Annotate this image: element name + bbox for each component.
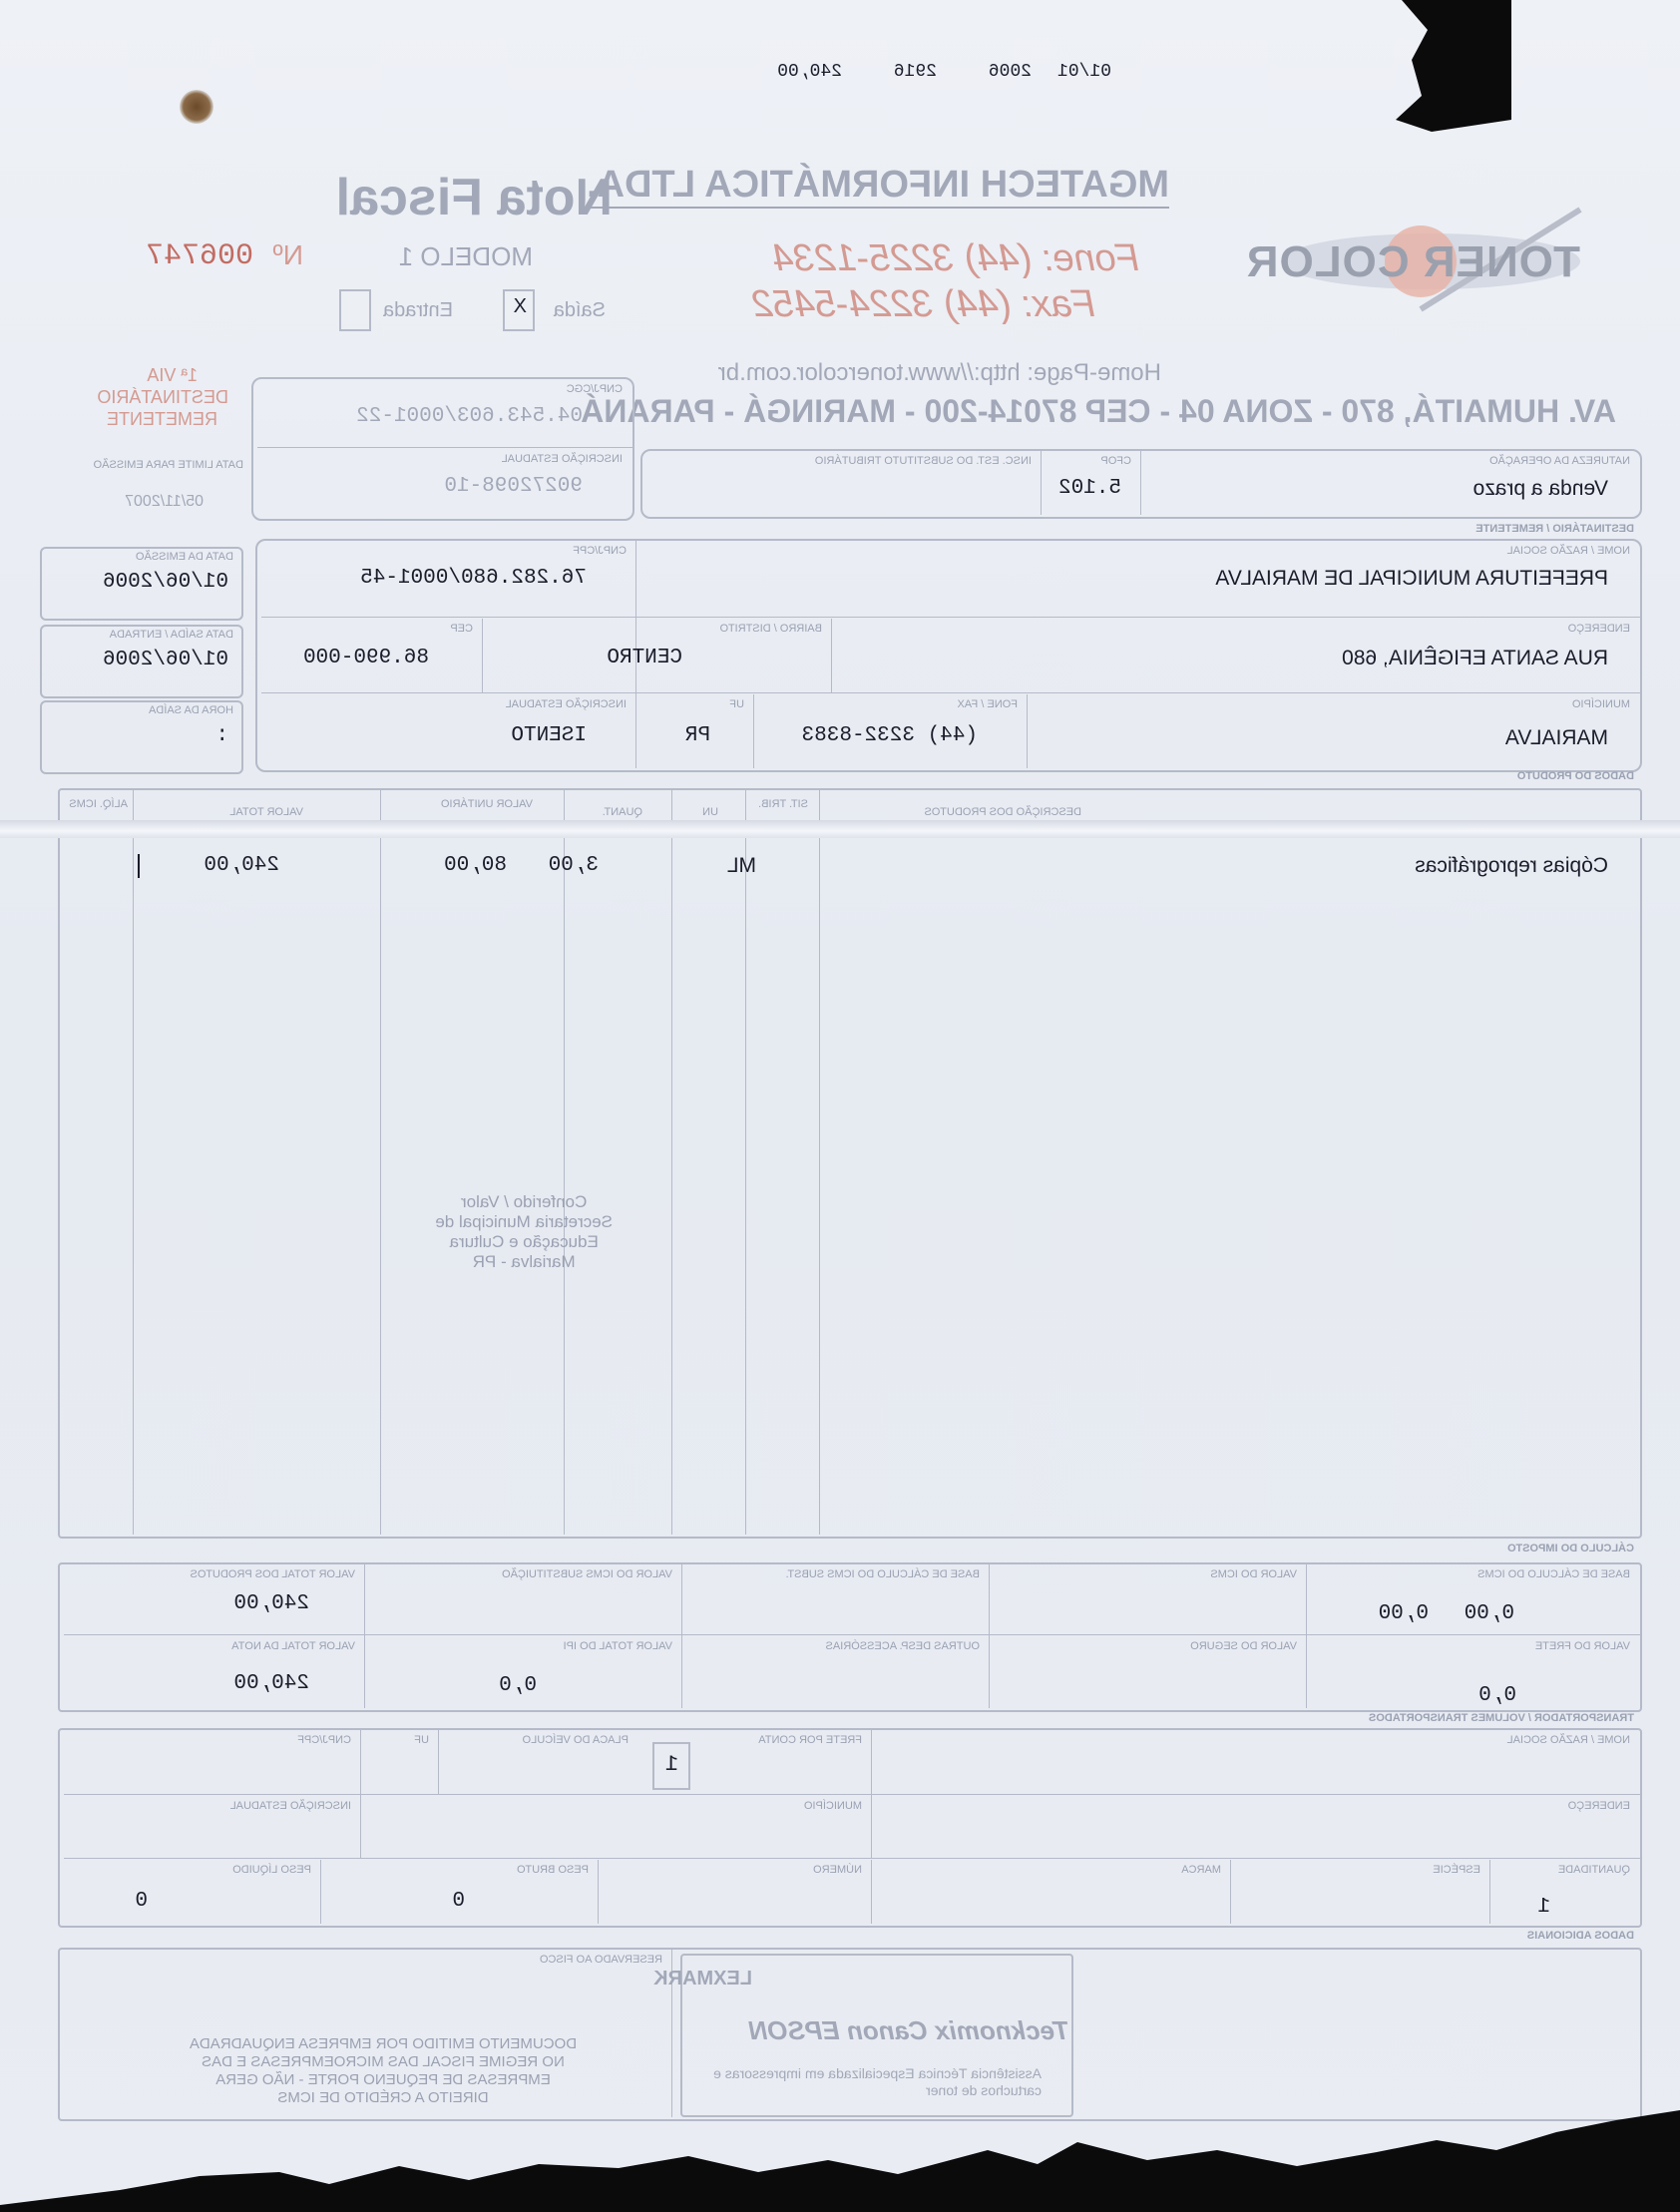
products-col-divider-2 (745, 790, 746, 1535)
carrier-cnpj-label: CNPJ/CPF (297, 1734, 351, 1746)
nf-saida-label: Saída (553, 299, 606, 321)
issuer-cnpj-value: 04.543.603/0001-22 (356, 405, 583, 428)
volumes-col-divider-4 (598, 1860, 599, 1924)
plate-label: PLACA DO VEÍCULO (522, 1734, 629, 1746)
issuer-phone: Fone: (44) 3225-1234 (772, 237, 1139, 279)
tax-col-divider-4 (364, 1564, 365, 1708)
nf-total-label: VALOR TOTAL DA NOTA (231, 1640, 355, 1652)
uf-label: UF (729, 698, 744, 710)
stamp-line-1: Conferido / Valor (461, 1192, 588, 1211)
transport-col-divider-2 (438, 1730, 439, 1794)
via-2: DESTINATÁRIO (97, 387, 228, 407)
base-icms-label: BASE DE CÁLCULO DO ICMS (1477, 1568, 1630, 1580)
freight-value: 0,0 (1478, 1684, 1516, 1707)
issuer-registration-divider (257, 447, 632, 448)
recipient-col-divider-6 (635, 694, 636, 768)
tax-col-divider-2 (989, 1564, 990, 1708)
base-icms-value: 0,00 (1464, 1602, 1514, 1625)
time-value: : (215, 724, 228, 747)
ie-st-label: INSC. EST. DO SUBSTITUTO TRIBUTÁRIO (814, 455, 1032, 467)
st-label: VALOR DO ICMS SUBSTITUIÇÃO (502, 1568, 672, 1580)
ipi-label: VALOR TOTAL DO IPI (563, 1640, 672, 1652)
top-strip-value: 240,00 (777, 62, 842, 82)
carrier-name-label: NOME / RAZÃO SOCIAL (1506, 1734, 1630, 1746)
ipi-value: 0,0 (499, 1674, 537, 1697)
products-col-divider-5 (380, 790, 381, 1535)
recipient-col-divider-4 (1027, 694, 1028, 768)
city-label: MUNICÍPIO (1571, 698, 1630, 710)
products-section-label: DADOS DO PRODUTO (1516, 770, 1634, 782)
emission-label: DATA DA EMISSÃO (135, 551, 233, 563)
nature-value: Venda a prazo (1472, 477, 1608, 500)
logo-text: TONER COLOR (1245, 237, 1580, 286)
recipient-section-label: DESTINATÁRIO / REMETENTE (1475, 523, 1634, 535)
cfop-label: CFOP (1100, 455, 1131, 467)
tax-col-divider-1 (1306, 1564, 1307, 1708)
products-col-divider-3 (671, 790, 672, 1535)
issuer-fax: Fax: (44) 3224-5452 (751, 283, 1095, 325)
issuer-ie-label: INSCRIÇÃO ESTADUAL (501, 453, 623, 465)
carrier-freight-box (652, 1742, 690, 1790)
tax-row-divider (64, 1634, 1640, 1635)
product-row-total: 240,00 (204, 854, 279, 877)
uf-value: PR (684, 724, 710, 747)
products-table (58, 788, 1642, 1539)
products-col-divider-1 (819, 790, 820, 1535)
base-st-label: BASE DE CÁLCULO DO ICMS SUBST. (785, 1568, 980, 1580)
stamp-line-3: Educação e Cultura (449, 1232, 599, 1251)
nf-number: 006747 (145, 239, 253, 273)
emission-value: 01/06/2006 (102, 571, 228, 594)
number-label: NÚMERO (813, 1864, 862, 1876)
carrier-uf-label: UF (414, 1734, 429, 1746)
brand-label: MARCA (1181, 1864, 1221, 1876)
issuer-cnpj-label: CNPJ/CGC (566, 383, 623, 395)
recipient-col-divider-2 (831, 619, 832, 692)
issuer-registration-box (251, 377, 634, 521)
species-label: ESPÉCIE (1433, 1864, 1480, 1876)
recipient-cnpj-label: CNPJ/CPF (573, 545, 627, 557)
volumes-col-divider-1 (1489, 1860, 1490, 1924)
phone-label: FONE / FAX (957, 698, 1018, 710)
district-value: CENTRO (607, 647, 682, 669)
carrier-address-label: ENDEREÇO (1567, 1800, 1630, 1812)
col-icms-header: ALÍQ. ICMS (69, 798, 128, 810)
tax-section-label: CÁLCULO DO IMPOSTO (1507, 1543, 1634, 1554)
products-total-label: VALOR TOTAL DOS PRODUTOS (190, 1568, 355, 1580)
cep-label: CEP (450, 623, 473, 635)
product-row-desc: Cópias reprográficas (1415, 854, 1608, 877)
nature-label: NATUREZA DA OPERAÇÃO (1489, 455, 1630, 467)
nf-entrada-checkbox (339, 289, 371, 331)
qty-value: 1 (1537, 1896, 1550, 1919)
phone-value: (44) 3232-8383 (801, 724, 978, 747)
net-weight-label: PESO LÍQUIDO (232, 1864, 311, 1876)
tech-note: Assistência Técnica Especializada em impressoras e cartuchos de toner (713, 2065, 1042, 2098)
products-col-divider-4 (564, 790, 565, 1535)
products-col-divider-6 (133, 790, 134, 1535)
freight-label: VALOR DO FRETE (1534, 1640, 1630, 1652)
qty-label: QUANTIDADE (1557, 1864, 1630, 1876)
operation-divider-2 (1041, 451, 1042, 515)
ink-stain (180, 90, 213, 124)
exit-label: DATA SAÍDA / ENTRADA (109, 629, 233, 641)
recipient-ie-label: INSCRIÇÃO ESTADUAL (505, 698, 627, 710)
icms-label: VALOR DO ICMS (1210, 1568, 1297, 1580)
operation-divider-1 (1140, 451, 1141, 515)
col-unit-header: VALOR UNITÁRIO (440, 798, 533, 810)
recipient-ie: ISENTO (511, 724, 587, 747)
transport-col-divider-1 (871, 1730, 872, 1858)
top-strip-date: 01/01 (1056, 62, 1111, 82)
product-row-qty: 3,00 (548, 854, 599, 877)
recipient-name: PREFEITURA MUNICIPAL DE MARIALVA (1215, 567, 1608, 590)
brand-lexmark: LEXMARK (653, 1968, 752, 1990)
insurance-label: VALOR DO SEGURO (1190, 1640, 1297, 1652)
limit-value: 05/11/2007 (125, 493, 204, 510)
recipient-col-divider-3 (482, 619, 483, 692)
transport-box (58, 1728, 1642, 1928)
col-sit-header: SIT. TRIB. (758, 798, 808, 810)
via-1: 1ª VIA (147, 365, 198, 385)
volumes-col-divider-2 (1230, 1860, 1231, 1924)
col-total-header: VALOR TOTAL (229, 806, 303, 818)
carrier-freight-label: FRETE POR CONTA (758, 1734, 862, 1746)
district-label: BAIRRO / DISTRITO (719, 623, 822, 635)
nf-saida-mark: X (513, 295, 527, 317)
nf-total-value: 240,00 (233, 1672, 309, 1695)
top-strip-year: 2006 (988, 62, 1032, 82)
issuer-homepage: Home-Page: http://www.tonercolor.com.br (717, 359, 1161, 386)
volumes-col-divider-5 (320, 1860, 321, 1924)
recipient-name-label: NOME / RAZÃO SOCIAL (1506, 545, 1630, 557)
exit-value: 01/06/2006 (102, 649, 228, 671)
gross-weight-value: 0 (452, 1890, 465, 1913)
product-row-icms-mark (138, 854, 140, 878)
tax-note-4: DIREITO A CRÉDITO DE ICMS (277, 2089, 489, 2106)
transport-section-label: TRANSPORTADOR / VOLUMES TRANSPORTADOS (1368, 1712, 1634, 1724)
product-row-unit: 80,00 (443, 854, 507, 877)
tax-note-3: EMPRESAS DE PEQUENO PORTE - NÃO GERA (215, 2071, 551, 2088)
brand-line: Tecknomix Canon EPSON (748, 2015, 1069, 2045)
time-label: HORA DA SAÍDA (149, 704, 233, 716)
tax-note-2: NO REGIME FISCAL DAS MICROEMPRESAS E DAS (202, 2053, 565, 2070)
issuer-ie-value: 90272098-10 (444, 475, 583, 498)
volumes-col-divider-3 (871, 1860, 872, 1924)
city-value: MARIALVA (1504, 726, 1608, 749)
transport-row-divider-1 (64, 1794, 1640, 1795)
torn-corner (1382, 0, 1511, 135)
col-qty-header: QUANT. (602, 806, 642, 818)
recipient-row-divider-1 (261, 617, 1640, 618)
carrier-freight-value: 1 (664, 1752, 678, 1777)
reserved-label: RESERVADO AO FISCO (539, 1954, 662, 1966)
stamp-line-4: Marialva - PR (472, 1252, 576, 1271)
issuer-name: MGATECH INFORMÁTICA LTDA. (587, 164, 1169, 209)
paper-fold (0, 820, 1680, 838)
other-label: OUTRAS DESP. ACESSÓRIAS (825, 1640, 980, 1652)
torn-bottom-edge (0, 2080, 1680, 2212)
icms-value: 0,00 (1378, 1602, 1429, 1625)
recipient-cnpj: 76.282.680/0001-45 (360, 567, 587, 590)
products-total-value: 240,00 (233, 1592, 309, 1615)
carrier-ie-label: INSCRIÇÃO ESTADUAL (229, 1800, 351, 1812)
recipient-address-label: ENDEREÇO (1567, 623, 1630, 635)
nf-number-label: Nº (272, 239, 303, 270)
top-strip-number: 2916 (893, 62, 937, 82)
nf-model: MODELO 1 (398, 241, 533, 271)
toner-color-logo (1241, 200, 1620, 319)
issuer-address: AV. HUMAITÁ, 870 - ZONA 04 - CEP 87014-200 - MARINGÁ - PARANÁ (581, 393, 1616, 429)
recipient-row-divider-2 (261, 692, 1640, 693)
tax-note-1: DOCUMENTO EMITIDO POR EMPRESA ENQUADRADA (189, 2035, 578, 2052)
recipient-col-divider-5 (753, 694, 754, 768)
nf-entrada-label: Entrada (382, 299, 453, 321)
net-weight-value: 0 (135, 1890, 148, 1913)
additional-section-label: DADOS ADICIONAIS (1526, 1930, 1634, 1942)
transport-col-divider-3 (360, 1730, 361, 1858)
via-3: REMETENTE (106, 409, 217, 429)
stamp-line-2: Secretaria Municipal de (435, 1212, 613, 1231)
col-un-header: UN (702, 806, 718, 818)
nf-saida-checkbox (503, 289, 535, 331)
col-desc-header: DESCRIÇÃO DOS PRODUTOS (924, 806, 1081, 818)
conference-stamp (435, 1192, 613, 1272)
gross-weight-label: PESO BRUTO (517, 1864, 589, 1876)
cfop-value: 5.102 (1057, 477, 1121, 500)
transport-row-divider-2 (64, 1858, 1640, 1859)
nf-title: Nota Fiscal (335, 169, 613, 226)
carrier-city-label: MUNICÍPIO (803, 1800, 862, 1812)
tax-col-divider-3 (681, 1564, 682, 1708)
limit-label: DATA LIMITE PARA EMISSÃO (93, 459, 243, 471)
cep-value: 86.990-000 (302, 647, 429, 669)
recipient-address: RUA SANTA EFIGÊNIA, 680 (1342, 647, 1608, 669)
product-row-un: ML (726, 854, 756, 877)
